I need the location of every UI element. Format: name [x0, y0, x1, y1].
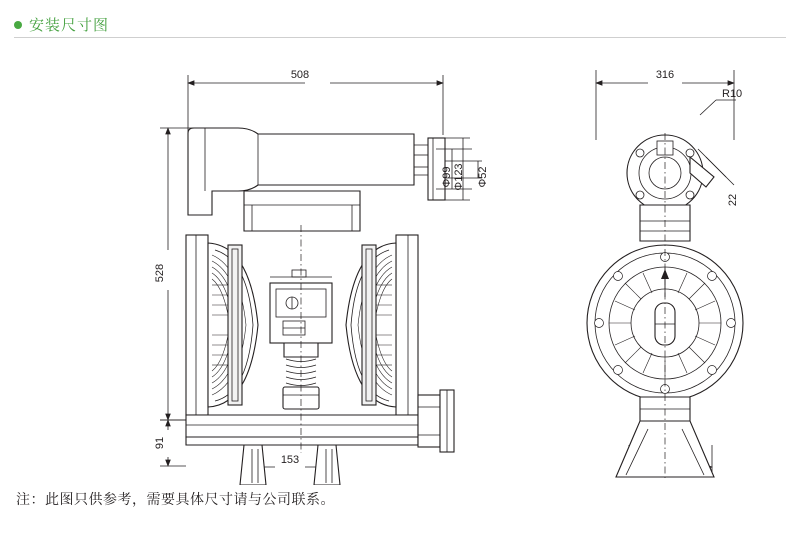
dim-front-base-height — [154, 420, 186, 466]
front-view — [154, 69, 489, 485]
header-divider — [14, 37, 786, 38]
dim-r10 — [700, 88, 742, 115]
dim-153-front: 153 — [280, 454, 300, 466]
right-chamber — [346, 235, 418, 415]
bullet-icon — [14, 21, 22, 29]
dim-side-width — [596, 69, 734, 140]
dim-R10: R10 — [722, 88, 743, 100]
side-top-flange — [627, 135, 714, 241]
dim-508: 508 — [290, 69, 310, 81]
side-view — [587, 69, 743, 481]
left-chamber — [186, 235, 258, 415]
dim-528: 528 — [154, 263, 166, 283]
dim-phi52: Φ52 — [477, 166, 489, 188]
drawing-canvas — [0, 45, 803, 485]
dim-91: 91 — [154, 436, 166, 450]
footer-note: 注：此图只供参考，需要具体尺寸请与公司联系。 — [16, 492, 335, 508]
section-header — [14, 14, 109, 35]
dim-316: 316 — [655, 69, 675, 81]
dim-22: 22 — [727, 193, 739, 207]
dim-phi99: Φ99 — [441, 166, 453, 188]
dim-phi123: Φ123 — [453, 163, 465, 191]
page-title: 安装尺寸图 — [29, 16, 110, 34]
